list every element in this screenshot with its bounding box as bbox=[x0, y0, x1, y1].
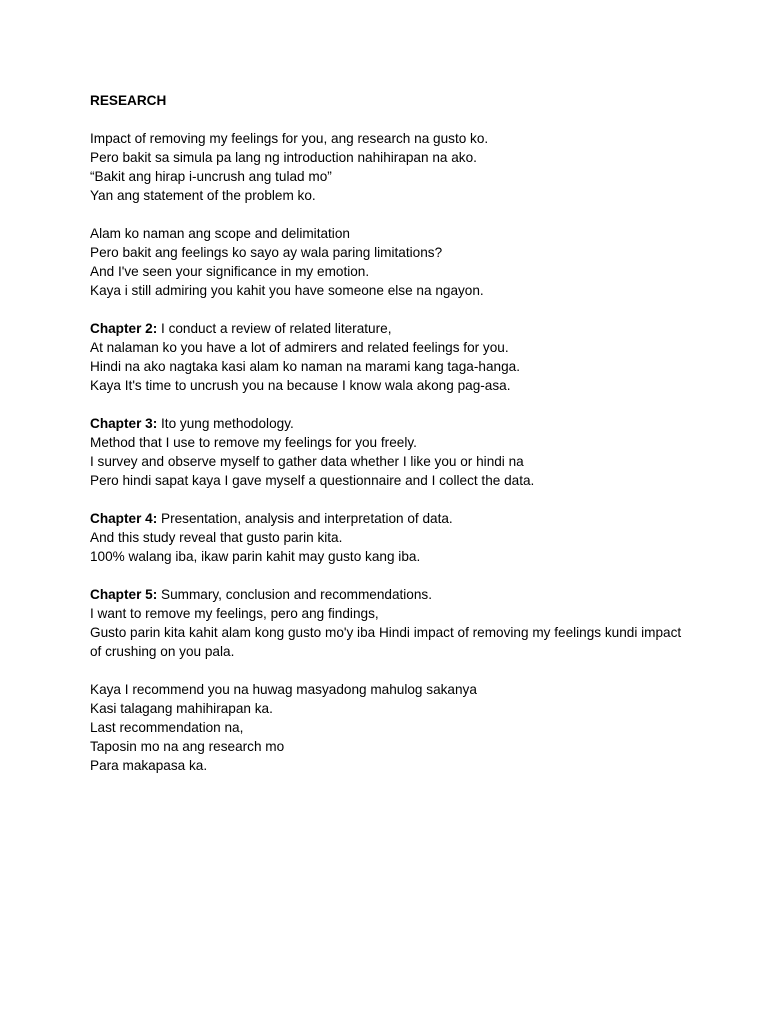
paragraph-scope bbox=[90, 224, 690, 300]
text-line: Method that I use to remove my feelings for you freely. bbox=[90, 435, 417, 450]
spacer bbox=[90, 395, 690, 414]
text-line: Taposin mo na ang research mo bbox=[90, 739, 285, 754]
text-line: 100% walang iba, ikaw parin kahit may gusto kang iba. bbox=[90, 549, 421, 564]
chapter-heading: Chapter 5: bbox=[90, 587, 158, 602]
text-line: Impact of removing my feelings for you, ang research na gusto ko. bbox=[90, 131, 489, 146]
text-line: Gusto parin kita kahit alam kong gusto mo'y iba Hindi impact of removing my feelings kundi impact of crushing on you pala. bbox=[90, 625, 682, 659]
text-line: Para makapasa ka. bbox=[90, 758, 208, 773]
text-line: And this study reveal that gusto parin kita. bbox=[90, 530, 343, 545]
chapter-line bbox=[90, 414, 690, 433]
paragraph-recommendation bbox=[90, 680, 690, 775]
text-line: Alam ko naman ang scope and delimitation bbox=[90, 226, 350, 241]
chapter-heading: Chapter 4: bbox=[90, 511, 158, 526]
text-line: Kaya I recommend you na huwag masyadong mahulog sakanya bbox=[90, 682, 477, 697]
chapter-line bbox=[90, 509, 690, 528]
text-line: I want to remove my feelings, pero ang findings, bbox=[90, 606, 379, 621]
paragraph-chapter-3 bbox=[90, 414, 690, 490]
document-body bbox=[90, 91, 690, 775]
paragraph-chapter-5 bbox=[90, 585, 690, 661]
paragraph-intro bbox=[90, 129, 690, 205]
chapter-intro-text: Ito yung methodology. bbox=[157, 416, 294, 431]
text-line: Pero bakit sa simula pa lang ng introduction nahihirapan na ako. bbox=[90, 150, 477, 165]
paragraph-chapter-4 bbox=[90, 509, 690, 566]
text-line: Last recommendation na, bbox=[90, 720, 244, 735]
spacer bbox=[90, 661, 690, 680]
text-line: Yan ang statement of the problem ko. bbox=[90, 188, 316, 203]
spacer bbox=[90, 490, 690, 509]
spacer bbox=[90, 205, 690, 224]
chapter-intro-text: I conduct a review of related literature, bbox=[157, 321, 392, 336]
spacer bbox=[90, 110, 690, 129]
chapter-intro-text: Summary, conclusion and recommendations. bbox=[157, 587, 433, 602]
text-line: Kaya It's time to uncrush you na because I know wala akong pag-asa. bbox=[90, 378, 511, 393]
paragraph-chapter-2 bbox=[90, 319, 690, 395]
text-line: Pero bakit ang feelings ko sayo ay wala paring limitations? bbox=[90, 245, 443, 260]
spacer bbox=[90, 300, 690, 319]
spacer bbox=[90, 566, 690, 585]
chapter-intro-text: Presentation, analysis and interpretation of data. bbox=[157, 511, 453, 526]
text-line: “Bakit ang hirap i-uncrush ang tulad mo” bbox=[90, 169, 332, 184]
text-line: Pero hindi sapat kaya I gave myself a questionnaire and I collect the data. bbox=[90, 473, 535, 488]
document-title: RESEARCH bbox=[90, 93, 167, 108]
chapter-line bbox=[90, 319, 690, 338]
text-line: Hindi na ako nagtaka kasi alam ko naman na marami kang taga-hanga. bbox=[90, 359, 520, 374]
text-line: And I've seen your significance in my emotion. bbox=[90, 264, 370, 279]
chapter-heading: Chapter 3: bbox=[90, 416, 158, 431]
text-line: Kaya i still admiring you kahit you have someone else na ngayon. bbox=[90, 283, 484, 298]
text-line: Kasi talagang mahihirapan ka. bbox=[90, 701, 273, 716]
text-line: At nalaman ko you have a lot of admirers and related feelings for you. bbox=[90, 340, 509, 355]
text-line: I survey and observe myself to gather data whether I like you or hindi na bbox=[90, 454, 524, 469]
chapter-heading: Chapter 2: bbox=[90, 321, 158, 336]
chapter-line bbox=[90, 585, 690, 604]
